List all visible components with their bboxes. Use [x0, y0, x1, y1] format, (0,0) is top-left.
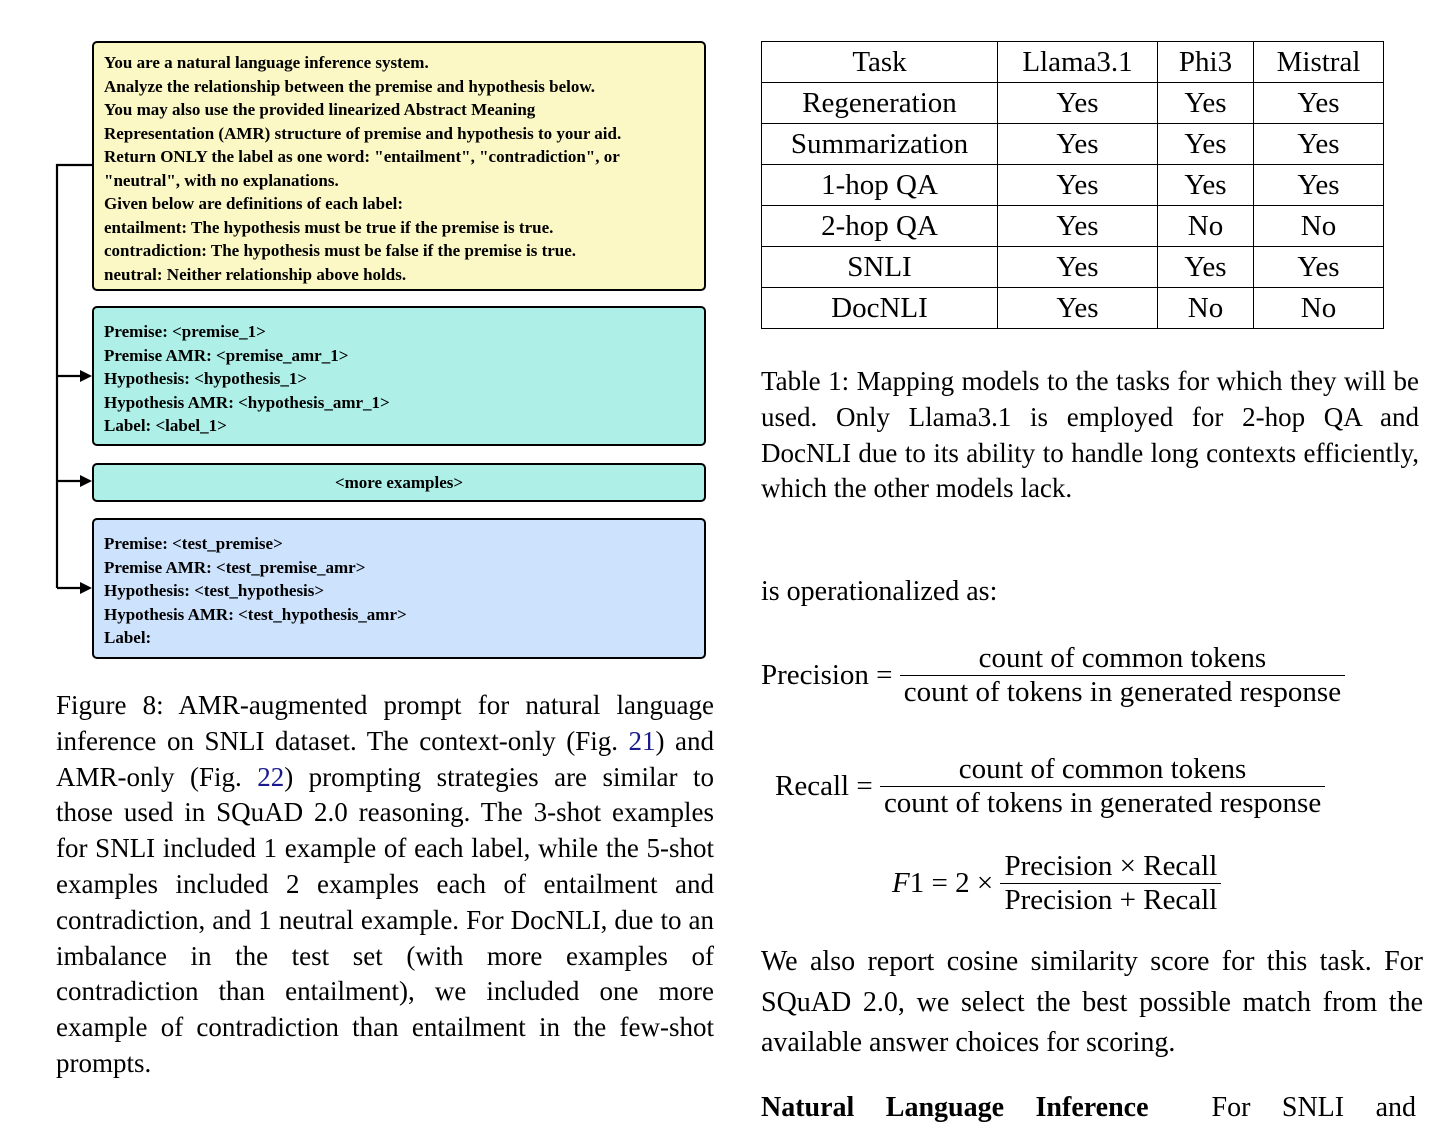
table-cell: Yes — [1158, 247, 1254, 288]
table-cell: No — [1254, 288, 1384, 329]
table-header-cell: Phi3 — [1158, 42, 1254, 83]
test-line: Hypothesis: <test_hypothesis> — [104, 581, 325, 600]
model-task-table — [761, 41, 1384, 329]
table-cell: Regeneration — [762, 83, 998, 124]
recall-denominator: count of tokens in generated response — [880, 786, 1325, 820]
table-cell: No — [1158, 206, 1254, 247]
recall-equation — [775, 753, 1325, 820]
example-line: Label: <label_1> — [104, 416, 227, 435]
table-cell: Yes — [1158, 165, 1254, 206]
example-line: Premise: <premise_1> — [104, 322, 266, 341]
table-cell: 1-hop QA — [762, 165, 998, 206]
table-cell: Yes — [998, 165, 1158, 206]
caption-text: ) prompting strategies are similar to those used in SQuAD 2.0 reasoning. The 3-shot examples for SNLI included 1 example of each label, while the 5-shot examples included 2 examples each of entailment and contradiction, and 1 neutral example. For DocNLI, due to an imbalance in the test set (with more examples of contradiction than entailment), we included one more example of contradiction than entailment in the few-shot prompts. — [56, 761, 714, 1078]
table-cell: Yes — [998, 83, 1158, 124]
table-row — [762, 247, 1384, 288]
system-line: You may also use the provided linearized Abstract Meaning — [104, 100, 536, 119]
f1-lhs-rest: 1 = 2 × — [909, 867, 994, 899]
f1-lhs — [892, 867, 993, 899]
table-row — [762, 124, 1384, 165]
example-line: Hypothesis: <hypothesis_1> — [104, 369, 308, 388]
table-header-cell: Mistral — [1254, 42, 1384, 83]
f1-denominator: Precision + Recall — [1000, 883, 1221, 917]
recall-numerator: count of common tokens — [958, 753, 1247, 785]
figure-connector-arrows — [0, 0, 100, 680]
recall-fraction — [880, 753, 1325, 820]
table-cell: 2-hop QA — [762, 206, 998, 247]
system-line: entailment: The hypothesis must be true if the premise is true. — [104, 217, 554, 237]
precision-fraction — [900, 642, 1345, 709]
precision-lhs: Precision = — [761, 659, 893, 691]
recall-lhs: Recall = — [775, 770, 873, 802]
precision-denominator: count of tokens in generated response — [900, 675, 1345, 709]
system-line: "neutral", with no explanations. — [104, 170, 339, 190]
system-line: Representation (AMR) structure of premise and hypothesis to your aid. — [104, 123, 622, 143]
f1-equation — [892, 850, 1221, 917]
table-row — [762, 206, 1384, 247]
table-cell: SNLI — [762, 247, 998, 288]
figure-reference-link[interactable]: 22 — [257, 761, 285, 792]
test-line: Label: — [104, 628, 152, 647]
table-cell: Yes — [998, 288, 1158, 329]
nli-heading: Natural Language Inference — [761, 1092, 1149, 1123]
system-line: neutral: Neither relationship above holds. — [104, 264, 407, 284]
table-header-cell: Task — [762, 42, 998, 83]
system-line: Analyze the relationship between the premise and hypothesis below. — [104, 76, 595, 96]
table-cell: No — [1158, 288, 1254, 329]
table-header-row — [762, 42, 1384, 83]
more-examples-box — [92, 463, 706, 502]
table-cell: Yes — [1158, 83, 1254, 124]
table-cell: Yes — [998, 206, 1158, 247]
body-paragraph: We also report cosine similarity score for this task. For SQuAD 2.0, we select the best possible match from the available answer choices for scoring. — [761, 946, 1423, 1058]
table-row — [762, 288, 1384, 329]
test-line: Premise: <test_premise> — [104, 534, 283, 553]
table-cell: Yes — [998, 124, 1158, 165]
caption-text: Figure 8: AMR-augmented prompt for natural language inference on SNLI dataset. The context-only (Fig. — [56, 690, 714, 756]
nli-tail: For SNLI and — [1211, 1092, 1417, 1123]
table-cell: Yes — [1254, 165, 1384, 206]
test-line: Premise AMR: <test_premise_amr> — [104, 557, 366, 577]
example-line: Hypothesis AMR: <hypothesis_amr_1> — [104, 392, 390, 412]
table-cell: DocNLI — [762, 288, 998, 329]
f1-variable: F — [892, 867, 910, 899]
f1-numerator: Precision × Recall — [1004, 850, 1218, 882]
table-cell: Summarization — [762, 124, 998, 165]
test-box — [92, 518, 706, 659]
intro-text: is operationalized as: — [761, 576, 998, 607]
table-cell: Yes — [998, 247, 1158, 288]
table-cell: Yes — [1158, 124, 1254, 165]
figure-caption — [56, 688, 714, 1082]
example-line: Premise AMR: <premise_amr_1> — [104, 345, 349, 365]
system-line: You are a natural language inference system. — [104, 53, 429, 72]
system-line: Given below are definitions of each label: — [104, 194, 404, 213]
table-cell: Yes — [1254, 124, 1384, 165]
table-cell: Yes — [1254, 247, 1384, 288]
figure-reference-link[interactable]: 21 — [628, 725, 656, 756]
precision-equation — [761, 642, 1345, 709]
test-line: Hypothesis AMR: <test_hypothesis_amr> — [104, 604, 407, 624]
nli-paragraph — [761, 1088, 1416, 1129]
system-line: Return ONLY the label as one word: "entailment", "contradiction", or — [104, 147, 620, 166]
caption-text: ) and AMR-only (Fig. — [56, 725, 714, 792]
f1-fraction — [1000, 850, 1221, 917]
table-caption: Table 1: Mapping models to the tasks for which they will be used. Only Llama3.1 is employed for 2-hop QA and DocNLI due to its ability to handle long contexts efficiently, which the other models lack. — [761, 366, 1419, 504]
table-cell: Yes — [1254, 83, 1384, 124]
system-line: contradiction: The hypothesis must be false if the premise is true. — [104, 241, 577, 260]
table-row — [762, 165, 1384, 206]
table-header-cell: Llama3.1 — [998, 42, 1158, 83]
example-box — [92, 306, 706, 446]
table-row — [762, 83, 1384, 124]
table-cell: No — [1254, 206, 1384, 247]
precision-numerator: count of common tokens — [978, 642, 1267, 674]
more-examples-label: <more examples> — [334, 473, 464, 492]
system-instruction-box — [92, 41, 706, 291]
